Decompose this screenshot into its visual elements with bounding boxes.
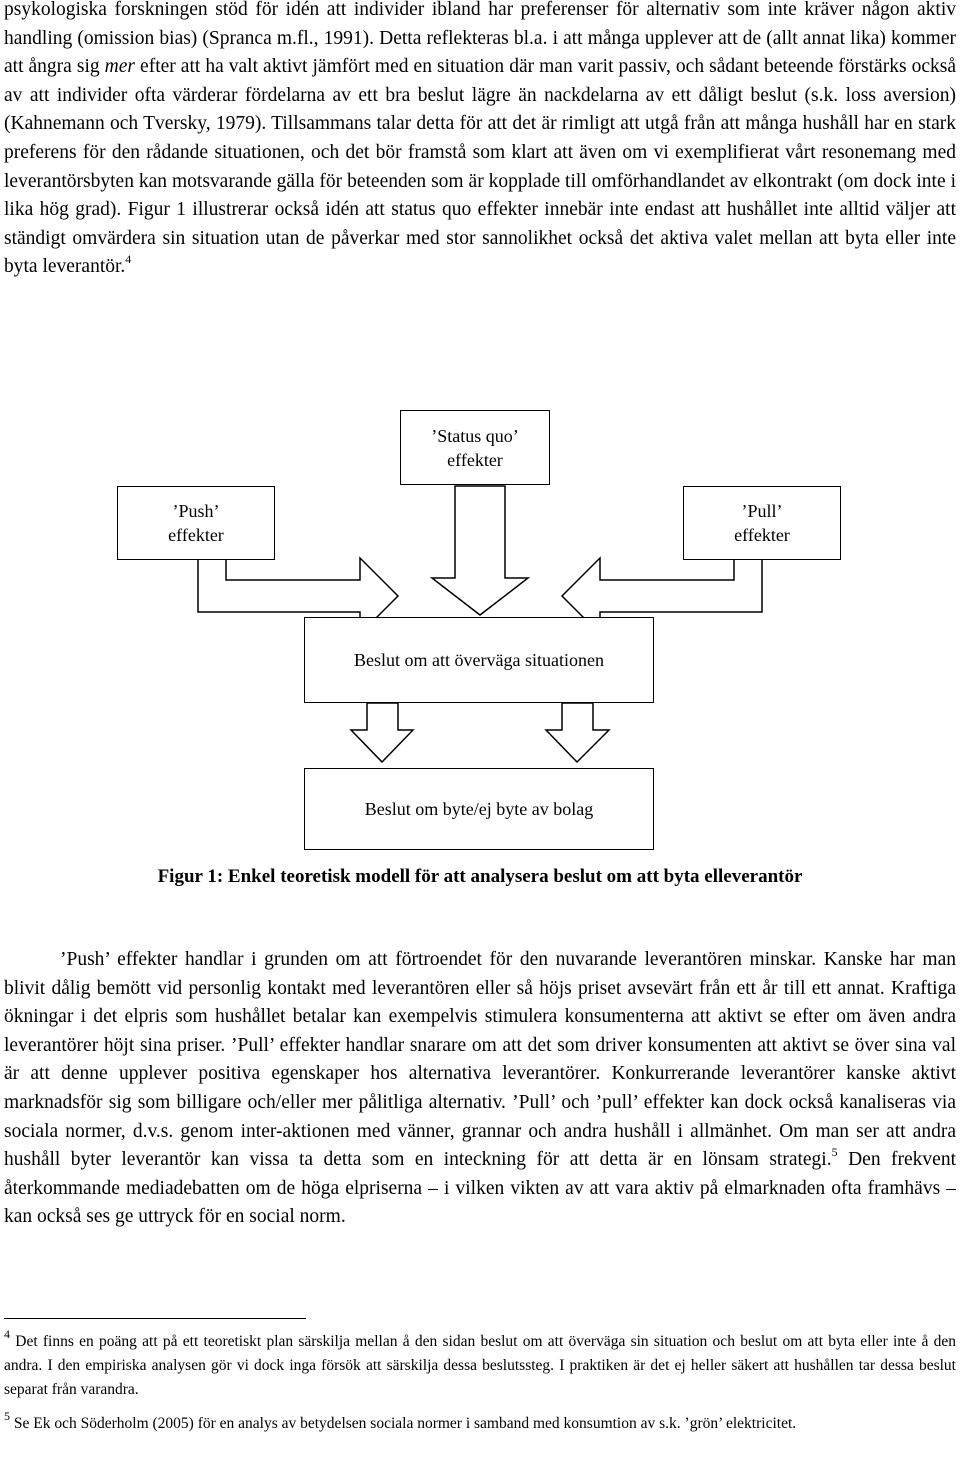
- body-paragraph-1: [4, 0, 956, 282]
- decision-consider-box: [304, 617, 654, 703]
- footnote-ref-4[interactable]: 4: [125, 251, 132, 266]
- footnote-4: [4, 1326, 956, 1402]
- footnote-5-number: 5: [4, 1408, 10, 1423]
- paragraph-1-emphasis: mer: [104, 56, 135, 78]
- footnote-separator: [4, 1318, 306, 1319]
- pull-box: [683, 486, 841, 560]
- status-quo-label: ’Status quo’: [431, 425, 519, 446]
- decision-arrow-right: [546, 703, 609, 762]
- pull-label: ’Pull’: [741, 501, 783, 521]
- footnote-4-number: 4: [4, 1326, 10, 1341]
- status-quo-box: [400, 410, 550, 485]
- figure-1-diagram: [0, 400, 960, 840]
- paragraph-1-text-b: efter att ha valt aktivt jämfört med en situation där man varit passiv, och sådant beteende förstärks också av att individer ofta värderar fördelarna av ett bra beslut lägre än nackdelarna av ett dåligt beslut (s.k. loss aversion) (Kahnemann och Tversky, 1979). Tillsammans talar detta för att det är rimligt att utgå från att många hushåll har en stark preferens för den rådande situationen, och det bör framstå som klart att även om vi exemplifierat vårt resonemang med leverantörsbyten kan motsvarande gälla för beteenden som är kopplade till omförhandlandet av elkontrakt (om dock inte i lika hög grad). Figur 1 illustrerar också idén att status quo effekter innebär inte endast att hushållet inte alltid väljer att ständigt omvärdera sin situation utan de påverkar med stor sannolikhet också det aktiva valet mellan att byta eller inte byta leverantör.: [4, 56, 956, 278]
- decision-arrow-left: [351, 703, 413, 762]
- paragraph-2-text-a: ’Push’ effekter handlar i grunden om att förtroendet för den nuvarande leverantören minskar. Kanske har man blivit dålig bemött vid personlig kontakt med leverantören eller så höjs priset avsevärt från ett år till ett annat. Kraftiga ökningar i det elpris som hushållet betalar kan exempelvis stimulera konsumenterna att aktivt se efter om även andra leverantörer höjt sina priser. ’Pull’ effekter handlar snarare om att det som driver konsumenten att aktivt se över sina val är att denne upplever positiva egenskaper hos alternativa leverantörer. Konkurrerande leverantörer kanske aktivt marknadsför sig som billigare och/eller mer pålitliga alternativ. ’Pull’ och ’pull’ effekter kan dock också kanaliseras via sociala normer, d.v.s. genom inter-aktionen med vänner, grannar och andra hushåll i allmänhet. Om man ser att andra hushåll byter leverantör kan vissa ta detta som en inteckning för att detta är en lönsam strategi.: [4, 949, 956, 1171]
- status-quo-sublabel: effekter: [447, 449, 503, 470]
- paragraph-2-text-b: Den frekvent återkommande mediadebatten om de höga elpriserna – i vilken vikten av att vara aktiv på elmarknaden ofta framhävs – kan också ses ge uttryck för en social norm.: [4, 1149, 957, 1228]
- push-label: ’Push’: [172, 501, 220, 521]
- decision-switch-label: Beslut om byte/ej byte av bolag: [364, 799, 594, 819]
- figure-caption: Figur 1: Enkel teoretisk modell för att analysera beslut om att byta elleverantör: [157, 866, 803, 887]
- footnote-4-text: Det finns en poäng att på ett teoretiskt plan särskilja mellan å den sidan beslut om att överväga sin situation och beslut om att byta eller inte å den andra. I den empiriska analysen gör vi dock inga försök att särskilja dessa beslutssteg. I praktiken är det ej heller säkert att hushållen tar dessa beslut separat från varandra.: [4, 1333, 956, 1398]
- push-sublabel: effekter: [168, 525, 224, 545]
- decision-switch-box: [304, 768, 654, 850]
- footnote-ref-5[interactable]: 5: [831, 1144, 838, 1159]
- pull-sublabel: effekter: [734, 525, 790, 545]
- body-paragraph-2: [4, 946, 956, 1232]
- status-quo-arrow: [432, 486, 528, 615]
- paragraph-1-text-a: psykologiska forskningen stöd för idén att individer ibland har preferenser för alternativ som inte kräver någon aktiv handling (omission bias) (Spranca m.fl., 1991). Detta reflekteras bl.a. i att många upplever att de (allt annat lika) kommer att ångra sig: [4, 0, 956, 78]
- decision-consider-label: Beslut om att överväga situationen: [354, 650, 604, 670]
- footnote-5: [4, 1408, 956, 1436]
- push-box: [117, 486, 275, 560]
- footnote-5-text: Se Ek och Söderholm (2005) för en analys av betydelsen sociala normer i samband med konsumtion av s.k. ’grön’ elektricitet.: [10, 1415, 797, 1432]
